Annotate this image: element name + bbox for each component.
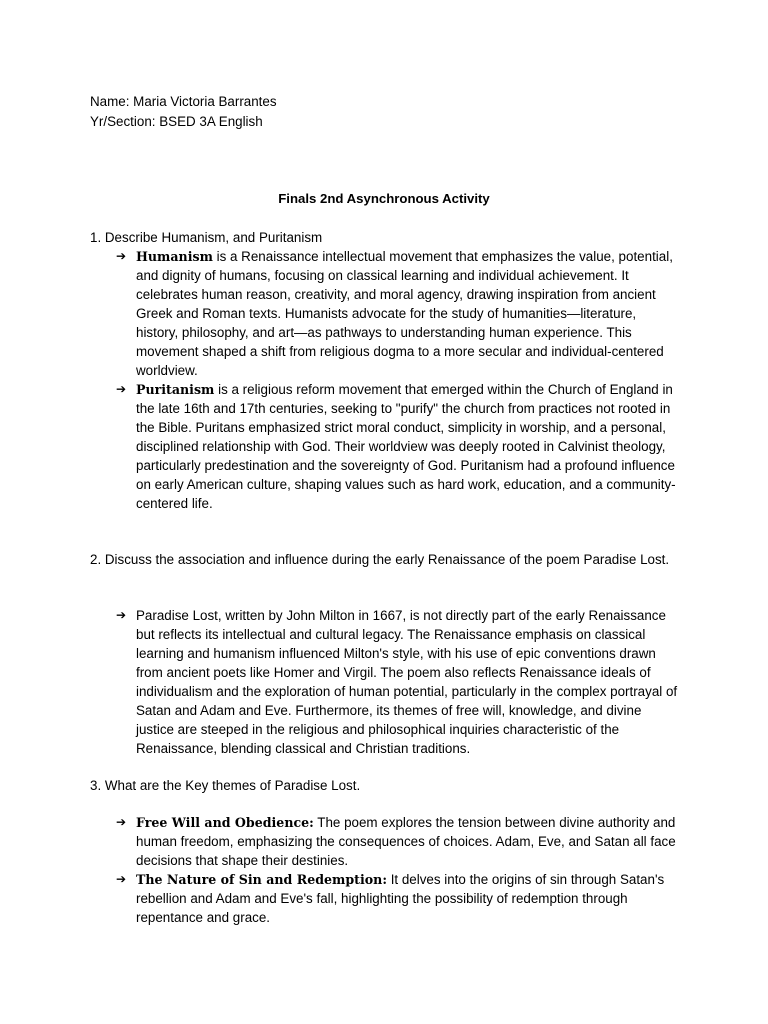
arrow-bullet-icon: ➔ xyxy=(116,608,127,622)
question-3: 3. What are the Key themes of Paradise Lost. xyxy=(90,778,361,793)
term-humanism: Humanism xyxy=(136,249,213,264)
question-2-answers xyxy=(116,606,682,758)
arrow-bullet-icon: ➔ xyxy=(116,815,127,829)
definition-puritanism: is a religious reform movement that emerged within the Church of England in the late 16th and 17th centuries, seeking to "purify" the church from practices not rooted in the Bible. Puritans emphasized strict moral conduct, simplicity in worship, and a personal, disciplined relationship with God. Their worldview was deeply rooted in Calvinist theology, particularly predestination and the sovereignty of God. Puritanism had a profound influence on early American culture, shaping values such as hard work, education, and a community-centered life. xyxy=(136,382,676,511)
question-3-answers xyxy=(116,813,682,927)
arrow-bullet-icon: ➔ xyxy=(116,249,127,263)
theme-sin-redemption-text: It delves into the origins of sin through Satan's rebellion and Adam and Eve's fall, highlighting the possibility of redemption through repentance and grace. xyxy=(136,872,665,925)
theme-free-will-text: The poem explores the tension between divine authority and human freedom, emphasizing the consequences of choices. Adam, Eve, and Satan all face decisions that shape their destinies. xyxy=(136,815,676,868)
list-item-humanism xyxy=(116,247,682,380)
definition-humanism: is a Renaissance intellectual movement that emphasizes the value, potential, and dignity of humans, focusing on classical learning and individual achievement. It celebrates human reason, creativity, and moral agency, drawing inspiration from ancient Greek and Roman texts. Humanists advocate for the study of humanities—literature, history, philosophy, and art—as pathways to understanding human experience. This movement shaped a shift from religious dogma to a more secular and individual-centered worldview. xyxy=(136,249,673,378)
term-sin-redemption: The Nature of Sin and Redemption: xyxy=(136,872,387,887)
student-section: Yr/Section: BSED 3A English xyxy=(90,114,263,129)
list-item-sin-redemption xyxy=(116,870,682,927)
answer-paradise-lost: Paradise Lost, written by John Milton in 1667, is not directly part of the early Renaissance but reflects its intellectual and cultural legacy. The Renaissance emphasis on classical learning and humanism influenced Milton's style, with his use of epic conventions drawn from ancient poets like Homer and Virgil. The poem also reflects Renaissance ideals of individualism and the exploration of human potential, particularly in the complex portrayal of Satan and Adam and Eve. Furthermore, its themes of free will, knowledge, and divine justice are steeped in the religious and philosophical inquiries characteristic of the Renaissance, blending classical and Christian traditions. xyxy=(136,608,678,756)
question-1-answers xyxy=(116,247,682,513)
page-title: Finals 2nd Asynchronous Activity xyxy=(278,191,490,206)
question-2: 2. Discuss the association and influence during the early Renaissance of the poem Paradise Lost. xyxy=(90,552,670,567)
arrow-bullet-icon: ➔ xyxy=(116,872,127,886)
term-puritanism: Puritanism xyxy=(136,382,215,397)
question-1: 1. Describe Humanism, and Puritanism xyxy=(90,230,323,245)
student-name: Name: Maria Victoria Barrantes xyxy=(90,94,277,109)
list-item-paradise-lost xyxy=(116,606,682,758)
student-info xyxy=(90,92,277,132)
arrow-bullet-icon: ➔ xyxy=(116,382,127,396)
list-item-puritanism xyxy=(116,380,682,513)
list-item-free-will xyxy=(116,813,682,870)
term-free-will: Free Will and Obedience: xyxy=(136,815,314,830)
